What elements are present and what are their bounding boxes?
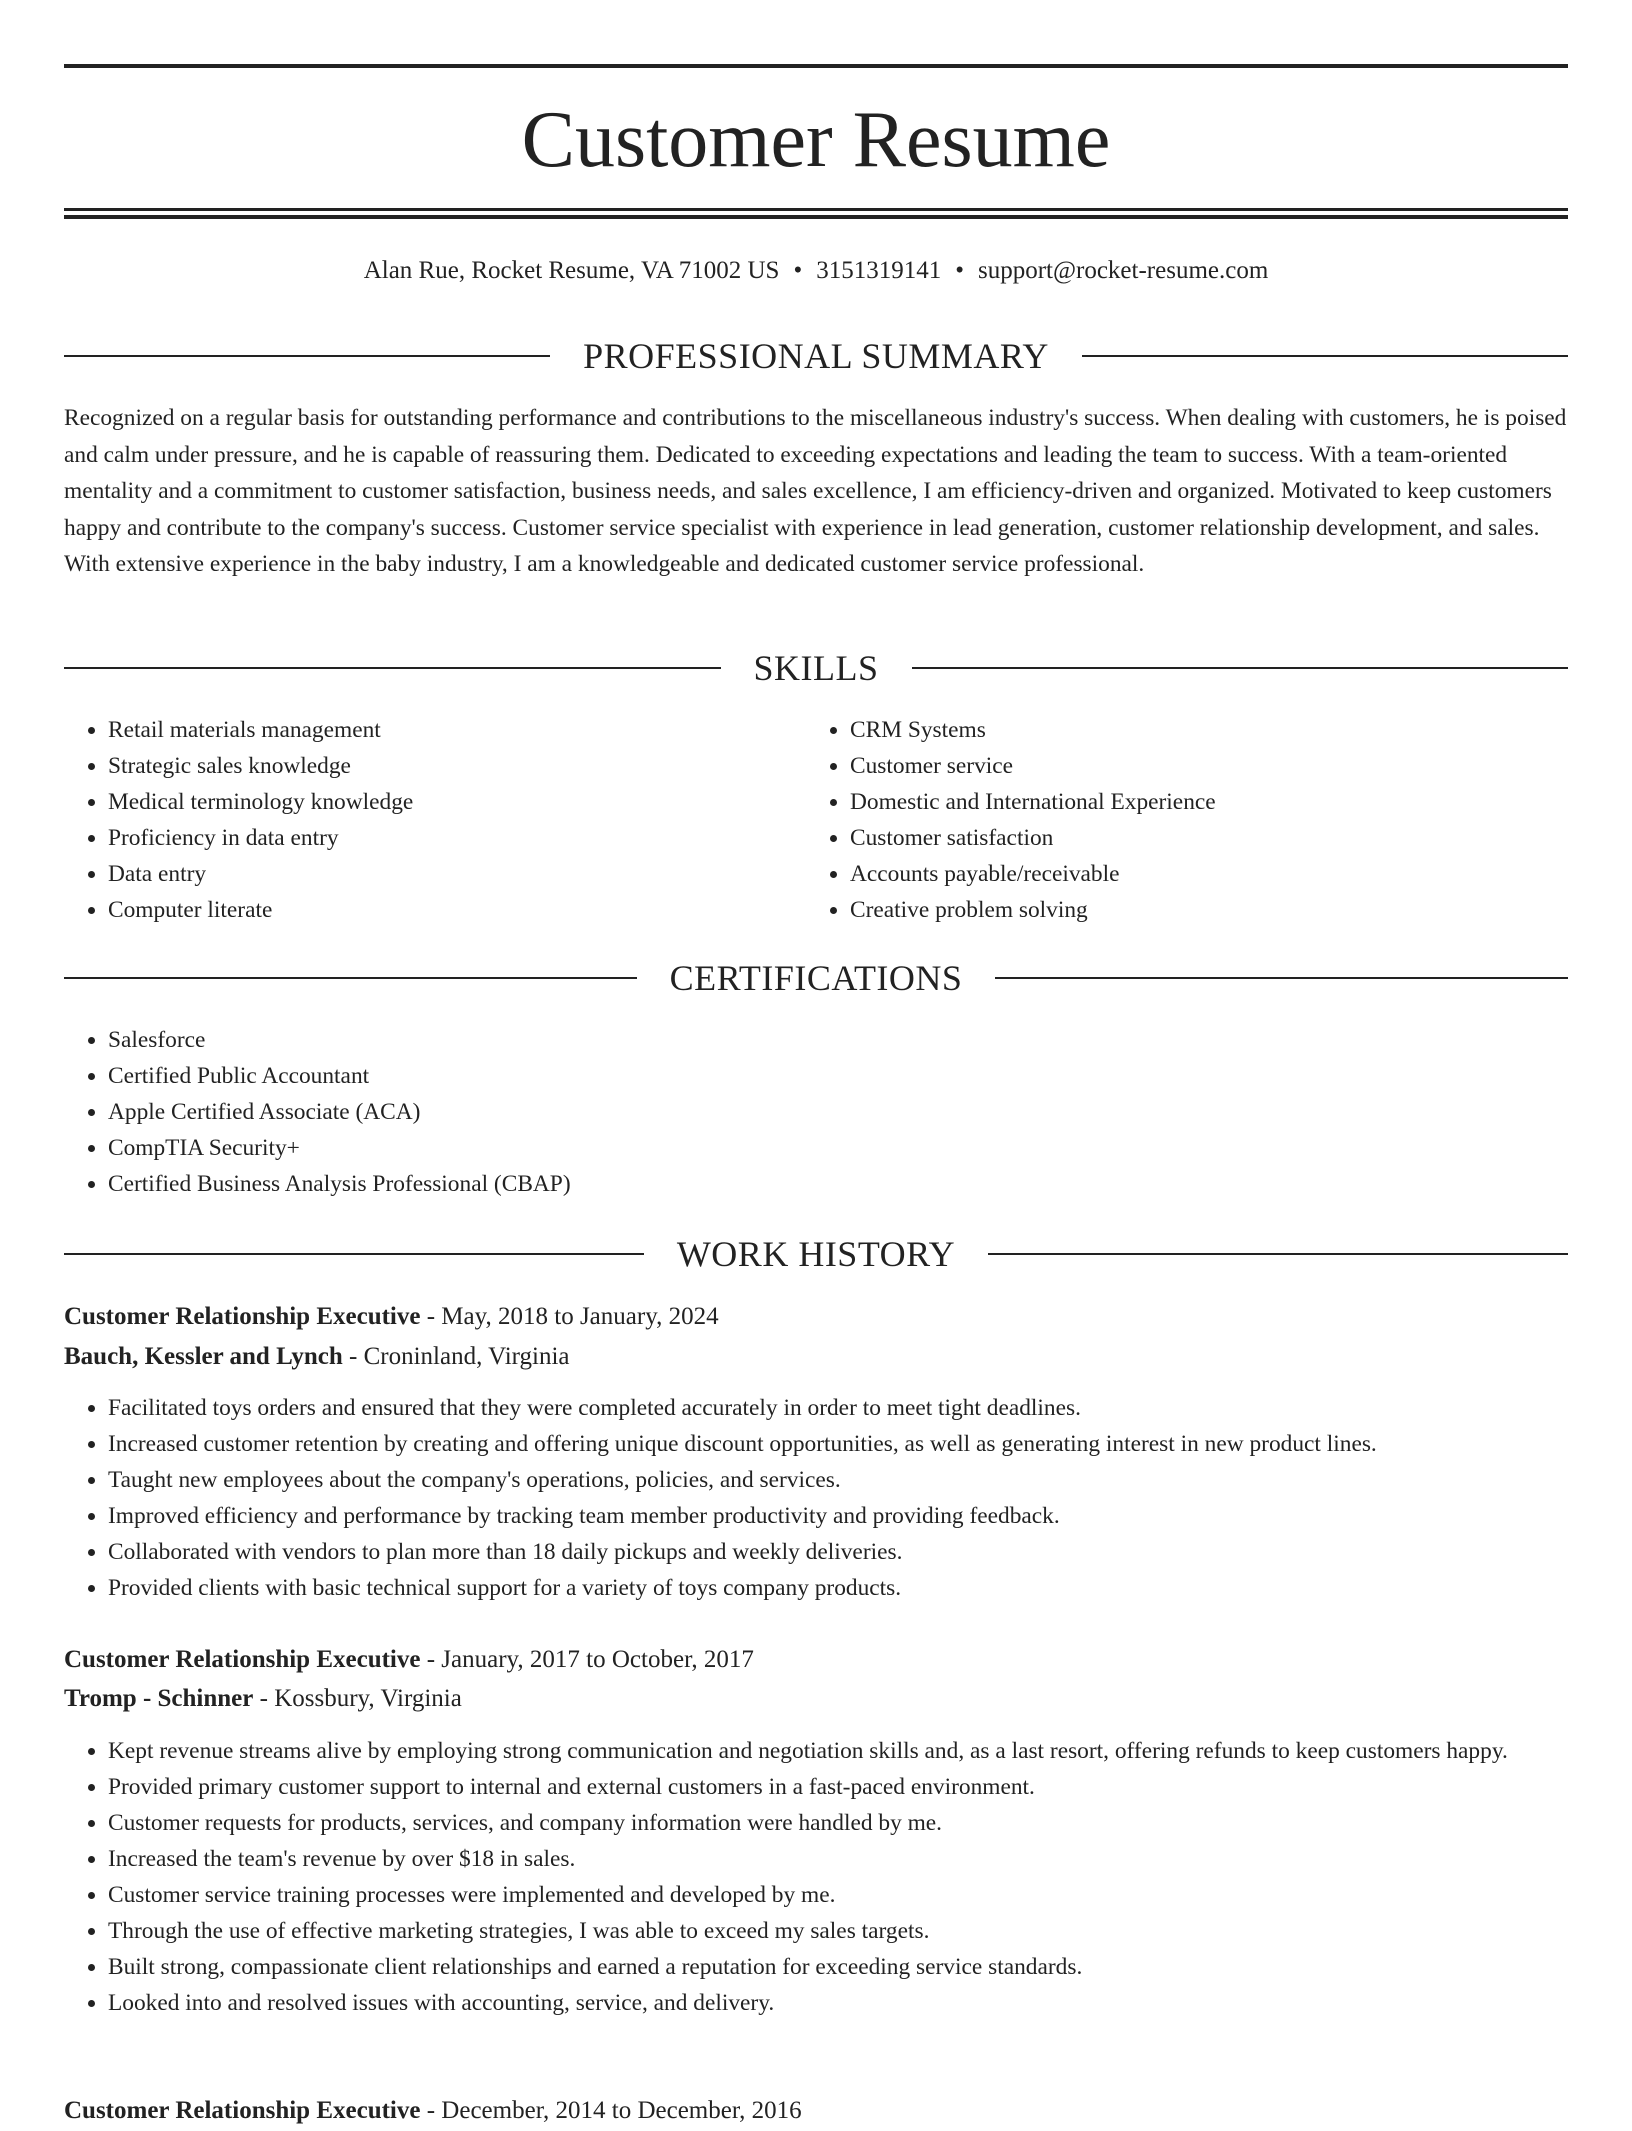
skills-left-column (64, 712, 804, 928)
certification-item: • Salesforce (108, 1022, 1568, 1058)
job-bullet: • Increased the team's revenue by over $18 in sales. (108, 1841, 1568, 1877)
skill-item: • Proficiency in data entry (108, 820, 804, 856)
page-title: Customer Resume (521, 96, 1111, 184)
divider-line (988, 1253, 1568, 1255)
contact-line (64, 254, 1568, 288)
divider-line (1082, 355, 1568, 357)
certifications-list (64, 1022, 1568, 1202)
skill-item: • Data entry (108, 856, 804, 892)
job-company: Bauch, Kessler and Lynch (64, 1343, 343, 1370)
divider-line (912, 667, 1569, 669)
job-bullets (64, 1733, 1568, 2021)
job-bullet: • Customer service training processes were implemented and developed by me. (108, 1877, 1568, 1913)
divider-line (995, 977, 1568, 979)
contact-separator: • (793, 257, 803, 284)
job-title-line (64, 1297, 1568, 1337)
job-location: - Kossbury, Virginia (253, 1685, 462, 1712)
skill-item: • Retail materials management (108, 712, 804, 748)
job-bullet: • Customer requests for products, services, and company information were handled by me. (108, 1805, 1568, 1841)
title-double-rule (64, 208, 1568, 219)
skill-item: • Customer satisfaction (850, 820, 1568, 856)
job-bullet: • Facilitated toys orders and ensured that they were completed accurately in order to meet tight deadlines. (108, 1390, 1568, 1426)
job-bullet: • Built strong, compassionate client relationships and earned a reputation for exceeding service standards. (108, 1949, 1568, 1985)
skill-item: • Customer service (850, 748, 1568, 784)
certification-item: • CompTIA Security+ (108, 1130, 1568, 1166)
job-bullet: • Looked into and resolved issues with accounting, service, and delivery. (108, 1985, 1568, 2021)
contact-separator: • (955, 257, 964, 284)
summary-text: Recognized on a regular basis for outstanding performance and contributions to the miscellaneous industry's success. When dealing with customers, he is poised and calm under pressure, and he is capable of reassuring them. Dedicated to exceeding expectations and leading the team to success. With a team-oriented mentality and a commitment to customer satisfaction, business needs, and sales excellence, I am efficiency-driven and organized. Motivated to keep customers happy and contribute to the company's success. Customer service specialist with experience in lead generation, customer relationship development, and sales. With extensive experience in the baby industry, I am a knowledgeable and dedicated customer service professional. (64, 405, 1567, 577)
job-title: Customer Relationship Executive (64, 1303, 421, 1330)
job-bullet: • Collaborated with vendors to plan more than 18 daily pickups and weekly deliveries. (108, 1534, 1568, 1570)
job-bullet: • Kept revenue streams alive by employing strong communication and negotiation skills and, as a last resort, offering refunds to keep customers happy. (108, 1733, 1568, 1769)
work-history-section-heading (64, 1232, 1568, 1276)
divider-line (64, 355, 550, 357)
divider-line (64, 1253, 644, 1255)
job-bullet: • Taught new employees about the company's operations, policies, and services. (108, 1462, 1568, 1498)
job-bullet: • Through the use of effective marketing strategies, I was able to exceed my sales targets. (108, 1913, 1568, 1949)
top-rule (64, 64, 1568, 68)
skill-item: • Accounts payable/receivable (850, 856, 1568, 892)
job-bullets (64, 1390, 1568, 1606)
certifications-section-heading (64, 956, 1568, 1000)
work-history-heading-label: WORK HISTORY (676, 1234, 956, 1274)
contact-email: support@rocket-resume.com (977, 257, 1269, 284)
job-company: Tromp - Schinner (64, 1685, 254, 1712)
certifications-heading-label: CERTIFICATIONS (669, 958, 963, 998)
divider-line (64, 977, 637, 979)
skill-item: • Strategic sales knowledge (108, 748, 804, 784)
skills-section-heading (64, 646, 1568, 690)
contact-phone: 3151319141 (816, 257, 942, 284)
contact-address: Alan Rue, Rocket Resume, VA 71002 US (363, 257, 780, 284)
job-dates: - January, 2017 to October, 2017 (420, 1646, 754, 1673)
job-bullet: • Increased customer retention by creating and offering unique discount opportunities, as well as generating interest in new product lines. (108, 1426, 1568, 1462)
certification-item: • Apple Certified Associate (ACA) (108, 1094, 1568, 1130)
job-title: Customer Relationship Executive (64, 1646, 421, 1673)
job-dates: - December, 2014 to December, 2016 (420, 2097, 802, 2124)
job-company-line (64, 1337, 1568, 1377)
job-company-line (64, 1679, 1568, 1719)
job-dates: - May, 2018 to January, 2024 (420, 1303, 719, 1330)
skills-heading-label: SKILLS (753, 648, 879, 688)
skill-item: • Computer literate (108, 892, 804, 928)
job-title-line (64, 2091, 1568, 2131)
skill-item: • Medical terminology knowledge (108, 784, 804, 820)
job-title: Customer Relationship Executive (64, 2097, 421, 2124)
job-bullet: • Provided primary customer support to internal and external customers in a fast-paced environment. (108, 1769, 1568, 1805)
skill-item: • Domestic and International Experience (850, 784, 1568, 820)
skills-right-column (806, 712, 1568, 928)
certification-item: • Certified Public Accountant (108, 1058, 1568, 1094)
job-location: - Croninland, Virginia (342, 1343, 570, 1370)
certification-item: • Certified Business Analysis Professional (CBAP) (108, 1166, 1568, 1202)
summary-section-heading (64, 334, 1568, 378)
job-title-line (64, 1640, 1568, 1680)
skill-item: • CRM Systems (850, 712, 1568, 748)
divider-line (64, 667, 721, 669)
job-bullet: • Improved efficiency and performance by tracking team member productivity and providing feedback. (108, 1498, 1568, 1534)
job-bullet: • Provided clients with basic technical support for a variety of toys company products. (108, 1570, 1568, 1606)
skill-item: • Creative problem solving (850, 892, 1568, 928)
summary-heading-label: PROFESSIONAL SUMMARY (583, 336, 1049, 376)
